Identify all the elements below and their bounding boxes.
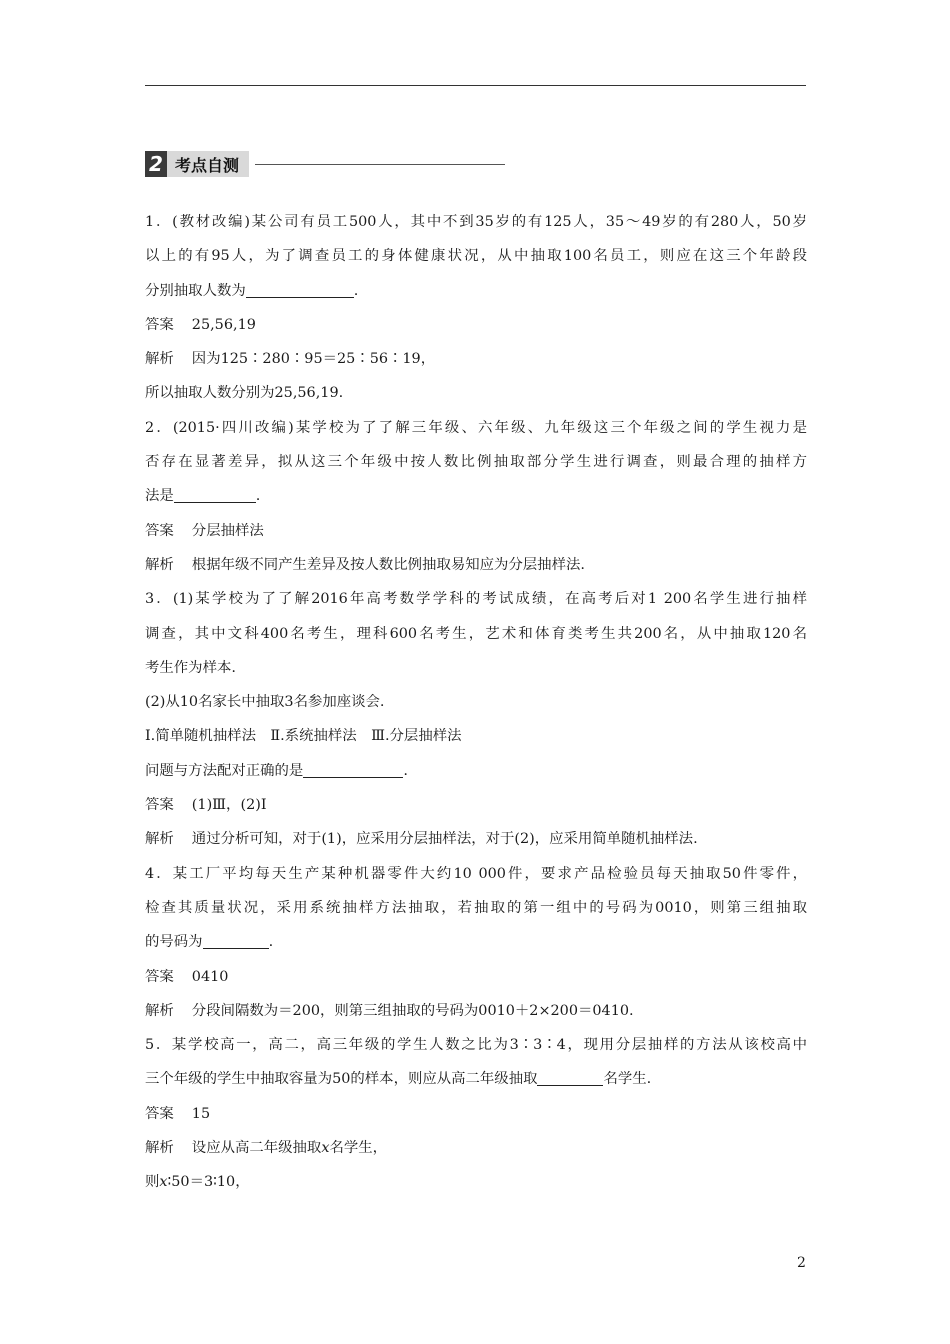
text-line [145, 719, 807, 753]
header-rule [145, 85, 806, 86]
line-text: 名学生. [603, 1071, 652, 1088]
line-text: x [159, 1174, 168, 1191]
line-text: 所以抽取人数分别为25,56,19. [145, 385, 344, 402]
line-text: 以上的有95人，为了调查员工的身体健康状况，从中抽取100名员工，则应在这三个年龄段 [145, 248, 807, 265]
line-label: 解析 [145, 1140, 174, 1157]
document-body [145, 205, 807, 1200]
answer-blank [537, 1068, 603, 1086]
text-line [145, 479, 807, 513]
answer-blank [246, 280, 354, 298]
text-line [145, 548, 807, 582]
text-line [145, 1131, 807, 1165]
line-text: 调查，其中文科400名考生，理科600名考生，艺术和体育类考生共200名，从中抽取120名 [145, 625, 807, 642]
line-text: (1)Ⅲ，(2)Ⅰ [191, 797, 267, 814]
page-number: 2 [797, 1255, 806, 1271]
line-text: x [321, 1140, 330, 1157]
text-line [145, 274, 807, 308]
line-label: 解析 [145, 351, 174, 368]
text-line [145, 342, 807, 376]
text-line [145, 1165, 807, 1199]
text-line [145, 582, 807, 616]
text-line [145, 1062, 807, 1096]
line-text: 问题与方法配对正确的是 [145, 762, 304, 779]
line-text: . [255, 488, 261, 505]
line-text: 则 [145, 1174, 160, 1191]
section-number: 2 [145, 151, 167, 177]
text-line [145, 1028, 807, 1062]
line-text: 4．某工厂平均每天生产某种机器零件大约10 000件，要求产品检验员每天抽取50件零件， [145, 865, 807, 882]
text-line [145, 685, 807, 719]
text-line [145, 891, 807, 925]
line-text: 0410 [191, 968, 229, 985]
line-label: 解析 [145, 1002, 174, 1019]
text-line [145, 788, 807, 822]
line-text: 25,56,19 [191, 316, 256, 333]
text-line [145, 754, 807, 788]
text-line [145, 376, 807, 410]
line-text: 三个年级的学生中抽取容量为50的样本，则应从高二年级抽取 [145, 1071, 538, 1088]
section-header [145, 150, 505, 178]
line-text: 设应从高二年级抽取 [191, 1140, 322, 1157]
text-line [145, 822, 807, 856]
text-line [145, 960, 807, 994]
line-label: 解析 [145, 831, 174, 848]
text-line [145, 857, 807, 891]
line-text: 5．某学校高一，高二，高三年级的学生人数之比为3∶3∶4，现用分层抽样的方法从该校高中 [145, 1037, 807, 1054]
section-rule [255, 164, 505, 165]
line-text: 否存在显著差异，拟从这三个年级中按人数比例抽取部分学生进行调查，则最合理的抽样方 [145, 454, 807, 471]
answer-blank [303, 760, 403, 778]
line-label: 答案 [145, 797, 174, 814]
line-text: 分段间隔数为＝200，则第三组抽取的号码为0010＋2×200＝0410. [191, 1002, 634, 1019]
line-label: 答案 [145, 1105, 174, 1122]
line-text: (2)从10名家长中抽取3名参加座谈会. [145, 694, 385, 711]
answer-blank [174, 485, 256, 503]
line-text: 考生作为样本. [145, 659, 236, 676]
text-line [145, 994, 807, 1028]
line-text: Ⅰ.简单随机抽样法 Ⅱ.系统抽样法 Ⅲ.分层抽样法 [145, 728, 462, 745]
line-text: . [268, 934, 274, 951]
line-text: 根据年级不同产生差异及按人数比例抽取易知应为分层抽样法. [191, 556, 585, 573]
line-text: 1．(教材改编)某公司有员工500人，其中不到35岁的有125人，35～49岁的有280人，50岁 [145, 214, 807, 230]
section-title-box [167, 151, 249, 177]
line-text: 3．(1)某学校为了了解2016年高考数学学科的考试成绩，在高考后对1 200名学生进行抽样 [145, 591, 807, 608]
line-text: . [403, 762, 408, 779]
text-line [145, 411, 807, 445]
line-text: 名学生， [329, 1140, 388, 1157]
line-text: 通过分析可知，对于(1)，应采用分层抽样法，对于(2)，应采用简单随机抽样法. [191, 831, 698, 848]
line-label: 答案 [145, 968, 174, 985]
text-line [145, 651, 807, 685]
line-text: 2．(2015·四川改编)某学校为了了解三年级、六年级、九年级这三个年级之间的学生视力是 [145, 419, 807, 436]
text-line [145, 617, 807, 651]
line-text: 的号码为 [145, 934, 203, 951]
text-line [145, 239, 807, 273]
answer-blank [203, 931, 269, 949]
line-label: 答案 [145, 316, 174, 333]
line-text: 检查其质量状况，采用系统抽样方法抽取，若抽取的第一组中的号码为0010，则第三组抽取 [145, 899, 807, 916]
line-text: . [353, 282, 359, 299]
line-text: 分别抽取人数为 [145, 282, 246, 299]
line-text: 15 [191, 1105, 211, 1122]
line-text: 分层抽样法 [191, 522, 264, 539]
text-line [145, 514, 807, 548]
line-text: 因为125∶280∶95＝25∶56∶19， [191, 351, 436, 368]
line-text: ∶50＝3∶10， [167, 1174, 250, 1191]
text-line [145, 308, 807, 342]
section-title: 考点自测 [175, 155, 240, 175]
text-line [145, 1097, 807, 1131]
text-line [145, 445, 807, 479]
text-line [145, 205, 807, 239]
line-label: 答案 [145, 522, 174, 539]
line-text: 法是 [145, 488, 174, 505]
text-line [145, 925, 807, 959]
line-label: 解析 [145, 556, 174, 573]
